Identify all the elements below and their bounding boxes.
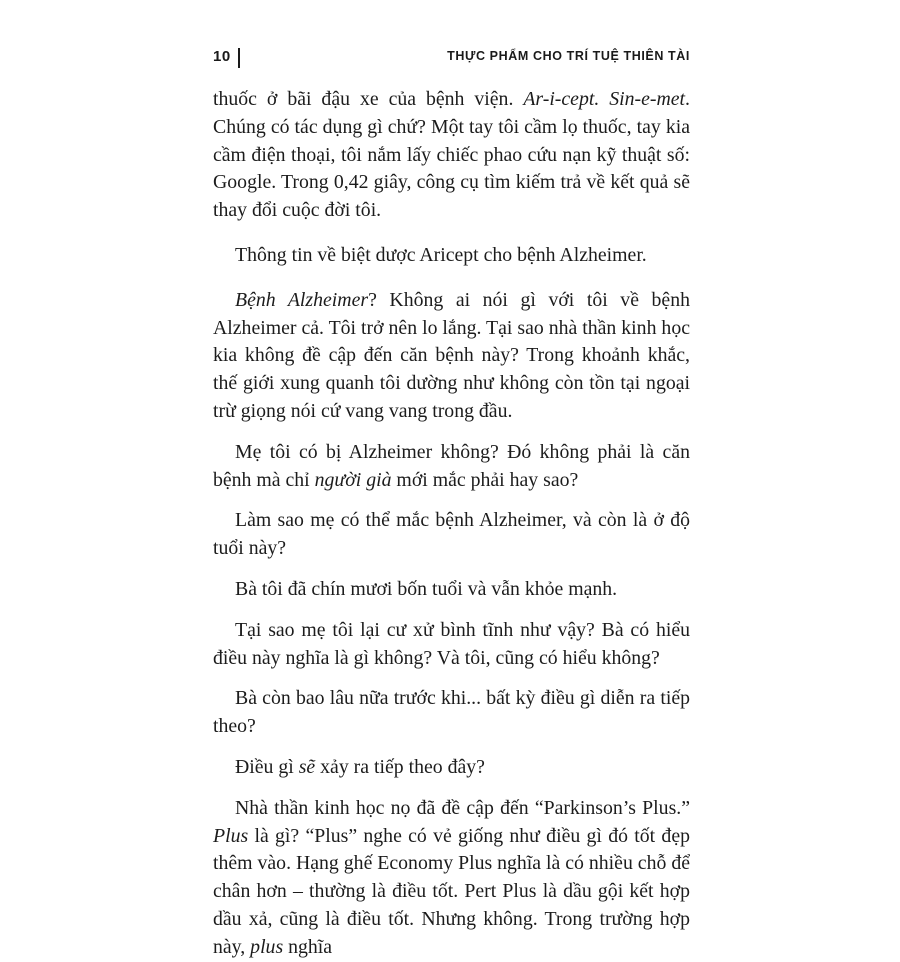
paragraph: Điều gì sẽ xảy ra tiếp theo đây?: [235, 755, 485, 778]
paragraph: Mẹ tôi có bị Alzheimer không? Đó không phải là căn bệnh mà chỉ người già mới mắc phải hay sao?: [213, 440, 690, 491]
paragraph: Làm sao mẹ có thể mắc bệnh Alzheimer, và còn là ở độ tuổi này?: [213, 509, 690, 560]
drug-names: Ar-i-cept. Sin-e-met: [523, 88, 686, 110]
paragraph: Bà tôi đã chín mươi bốn tuổi và vẫn khỏe mạnh.: [235, 577, 618, 600]
paragraph: Thông tin về biệt dược Aricept cho bệnh Alzheimer.: [235, 243, 647, 266]
header-divider: [238, 48, 240, 68]
paragraph: Tại sao mẹ tôi lại cư xử bình tĩnh như vậy? Bà có hiểu điều này nghĩa là gì không? Và tôi, cũng có hiểu không?: [213, 618, 690, 669]
paragraph: Nhà thần kinh học nọ đã đề cập đến “Parkinson’s Plus.” Plus là gì? “Plus” nghe có vẻ giống như điều gì đó tốt đẹp thêm vào. Hạng ghế Economy Plus nghĩa là có nhiều chỗ để chân hơn – thường là điều tốt. Pert Plus là dầu gội kết hợp dầu xả, cũng là điều tốt. Nhưng không. Trong trường hợp này, plus nghĩa: [213, 796, 690, 958]
book-title: THỰC PHẨM CHO TRÍ TUỆ THIÊN TÀI: [447, 49, 690, 63]
paragraph: Bà còn bao lâu nữa trước khi... bất kỳ điều gì diễn ra tiếp theo?: [213, 687, 690, 738]
paragraph: Bệnh Alzheimer? Không ai nói gì với tôi về bệnh Alzheimer cả. Tôi trở nên lo lắng. Tại sao nhà thần kinh học kia không đề cập đến căn bệnh này? Trong khoảnh khắc, thế giới xung quanh tôi dường như không còn tồn tại ngoại trừ giọng nói cứ vang vang trong đầu.: [213, 288, 690, 422]
page-number: 10: [213, 48, 231, 65]
paragraph: thuốc ở bãi đậu xe của bệnh viện. Ar-i-cept. Sin-e-met. Chúng có tác dụng gì chứ? Một tay tôi cầm lọ thuốc, tay kia cầm điện thoại, tôi nắm lấy chiếc phao cứu nạn kỹ thuật số: Google. Trong 0,42 giây, công cụ tìm kiếm trả về kết quả sẽ thay đổi cuộc đời tôi.: [213, 88, 690, 222]
running-header: [213, 48, 690, 74]
body-text: [213, 86, 690, 962]
